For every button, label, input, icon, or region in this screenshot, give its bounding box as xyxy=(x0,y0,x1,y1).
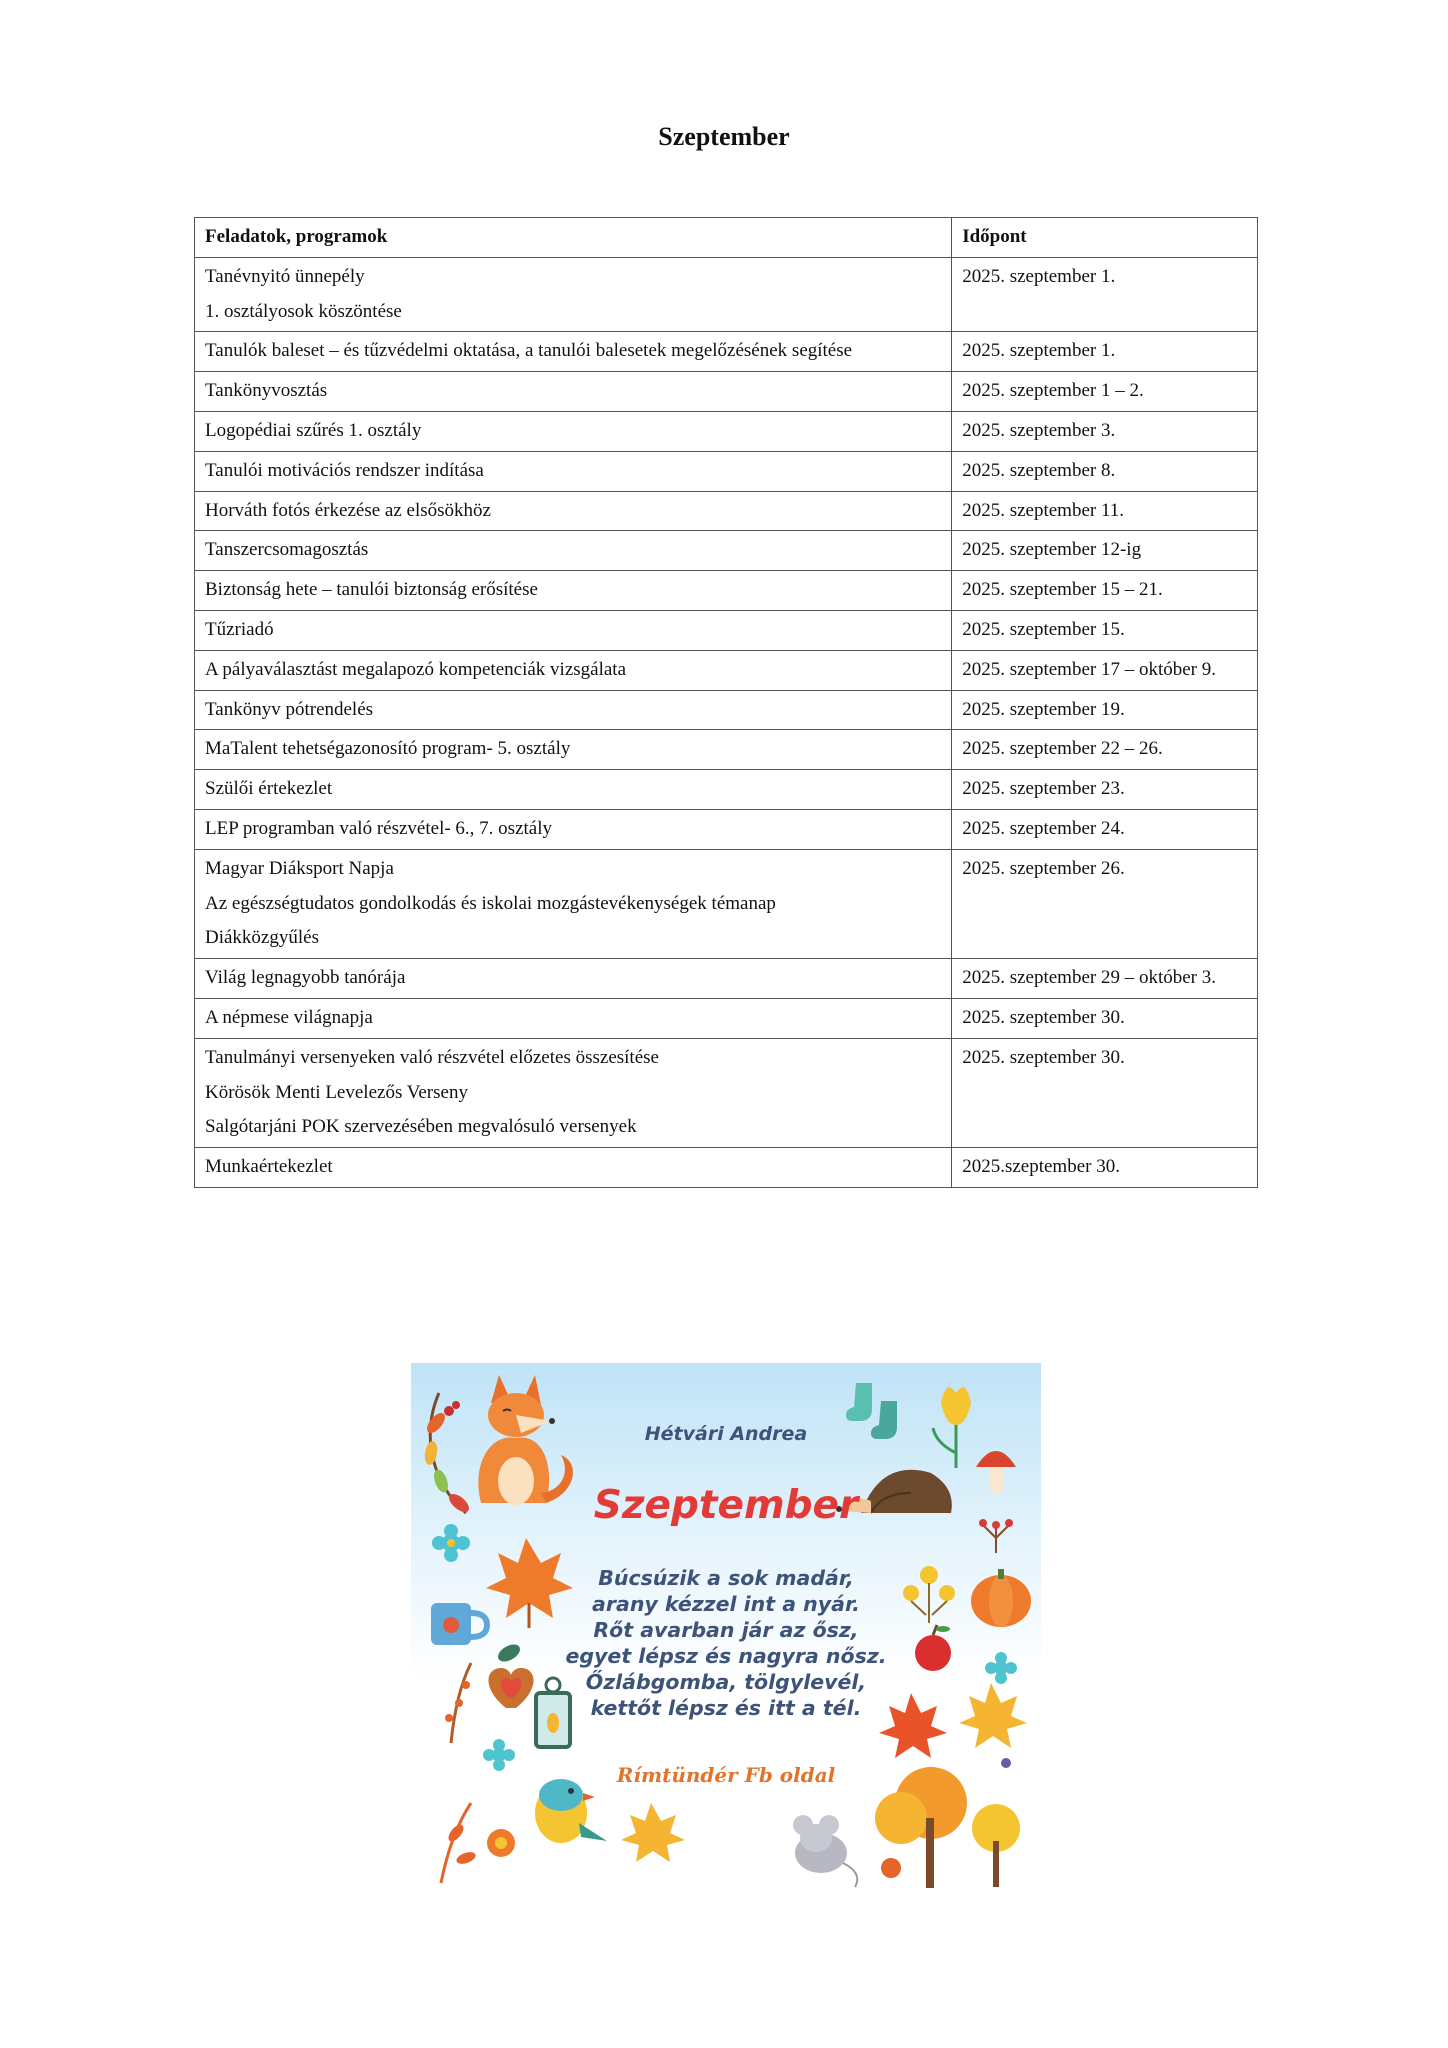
table-row xyxy=(195,959,1258,999)
table-row xyxy=(195,770,1258,810)
page-title: Szeptember xyxy=(658,122,790,151)
poster-poem xyxy=(411,1565,1041,1721)
time-cell: 2025. szeptember 1. xyxy=(952,257,1258,332)
table-row xyxy=(195,690,1258,730)
task-line: Diákközgyűlés xyxy=(205,927,319,949)
poem-line: arany kézzel int a nyár. xyxy=(592,1592,860,1616)
poster-title: Szeptember xyxy=(593,1483,859,1528)
task-cell: Tanszercsomagosztás xyxy=(195,531,952,571)
table-row xyxy=(195,730,1258,770)
time-cell: 2025. szeptember 30. xyxy=(952,1038,1258,1147)
time-cell: 2025. szeptember 11. xyxy=(952,491,1258,531)
task-cell: Világ legnagyobb tanórája xyxy=(195,959,952,999)
table-row xyxy=(195,610,1258,650)
table-row xyxy=(195,451,1258,491)
table-row xyxy=(195,372,1258,412)
schedule-table xyxy=(194,217,1258,1188)
time-cell: 2025. szeptember 3. xyxy=(952,411,1258,451)
task-cell xyxy=(195,849,952,958)
time-cell: 2025. szeptember 8. xyxy=(952,451,1258,491)
time-cell: 2025. szeptember 24. xyxy=(952,809,1258,849)
poem-line: Rőt avarban jár az ősz, xyxy=(593,1618,859,1642)
task-cell: Munkaértekezlet xyxy=(195,1148,952,1188)
task-line: 1. osztályosok köszöntése xyxy=(205,300,402,322)
time-cell: 2025.szeptember 30. xyxy=(952,1148,1258,1188)
table-row xyxy=(195,531,1258,571)
task-line: Salgótarjáni POK szervezésében megvalósuló versenyek xyxy=(205,1116,637,1138)
header-tasks: Feladatok, programok xyxy=(195,218,952,258)
task-cell: Tankönyv pótrendelés xyxy=(195,690,952,730)
task-cell: Szülői értekezlet xyxy=(195,770,952,810)
task-line: Tanévnyitó ünnepély xyxy=(205,265,365,287)
table-header-row xyxy=(195,218,1258,258)
task-cell: Tanulói motivációs rendszer indítása xyxy=(195,451,952,491)
table-row xyxy=(195,650,1258,690)
table-row xyxy=(195,571,1258,611)
table-row xyxy=(195,257,1258,332)
task-line: Magyar Diáksport Napja xyxy=(205,857,394,879)
poem-line: kettőt lépsz és itt a tél. xyxy=(590,1696,862,1720)
table-row xyxy=(195,849,1258,958)
poem-line: Búcsúzik a sok madár, xyxy=(598,1566,854,1590)
task-cell: LEP programban való részvétel- 6., 7. osztály xyxy=(195,809,952,849)
autumn-poster xyxy=(411,1363,1041,1893)
time-cell: 2025. szeptember 1. xyxy=(952,332,1258,372)
table-row xyxy=(195,411,1258,451)
task-cell: A pályaválasztást megalapozó kompetenciák vizsgálata xyxy=(195,650,952,690)
task-line: Tanulmányi versenyeken való részvétel előzetes összesítése xyxy=(205,1046,659,1068)
table-row xyxy=(195,1038,1258,1147)
task-cell: Logopédiai szűrés 1. osztály xyxy=(195,411,952,451)
task-line: Az egészségtudatos gondolkodás és iskolai mozgástevékenységek témanap xyxy=(205,892,776,914)
time-cell: 2025. szeptember 12-ig xyxy=(952,531,1258,571)
task-cell: Tankönyvosztás xyxy=(195,372,952,412)
table-row xyxy=(195,332,1258,372)
task-cell xyxy=(195,257,952,332)
poster-credit: Rímtündér Fb oldal xyxy=(616,1763,836,1787)
task-cell: Tanulók baleset – és tűzvédelmi oktatása, a tanulói balesetek megelőzésének segítése xyxy=(195,332,952,372)
time-cell: 2025. szeptember 19. xyxy=(952,690,1258,730)
time-cell: 2025. szeptember 15 – 21. xyxy=(952,571,1258,611)
poster-author: Hétvári Andrea xyxy=(644,1423,808,1445)
header-time: Időpont xyxy=(952,218,1258,258)
task-cell xyxy=(195,1038,952,1147)
time-cell: 2025. szeptember 30. xyxy=(952,998,1258,1038)
poem-line: egyet lépsz és nagyra nősz. xyxy=(565,1644,887,1668)
time-cell: 2025. szeptember 29 – október 3. xyxy=(952,959,1258,999)
time-cell: 2025. szeptember 22 – 26. xyxy=(952,730,1258,770)
time-cell: 2025. szeptember 1 – 2. xyxy=(952,372,1258,412)
task-cell: MaTalent tehetségazonosító program- 5. osztály xyxy=(195,730,952,770)
task-cell: Biztonság hete – tanulói biztonság erősítése xyxy=(195,571,952,611)
task-line: Körösök Menti Levelezős Verseny xyxy=(205,1081,468,1103)
task-cell: Horváth fotós érkezése az elsősökhöz xyxy=(195,491,952,531)
time-cell: 2025. szeptember 26. xyxy=(952,849,1258,958)
flower-icon xyxy=(487,1829,515,1857)
table-row xyxy=(195,809,1258,849)
table-row xyxy=(195,998,1258,1038)
task-cell: A népmese világnapja xyxy=(195,998,952,1038)
time-cell: 2025. szeptember 23. xyxy=(952,770,1258,810)
table-row xyxy=(195,491,1258,531)
time-cell: 2025. szeptember 15. xyxy=(952,610,1258,650)
poem-line: Őzlábgomba, tölgylevél, xyxy=(585,1670,867,1694)
table-row xyxy=(195,1148,1258,1188)
task-cell: Tűzriadó xyxy=(195,610,952,650)
time-cell: 2025. szeptember 17 – október 9. xyxy=(952,650,1258,690)
